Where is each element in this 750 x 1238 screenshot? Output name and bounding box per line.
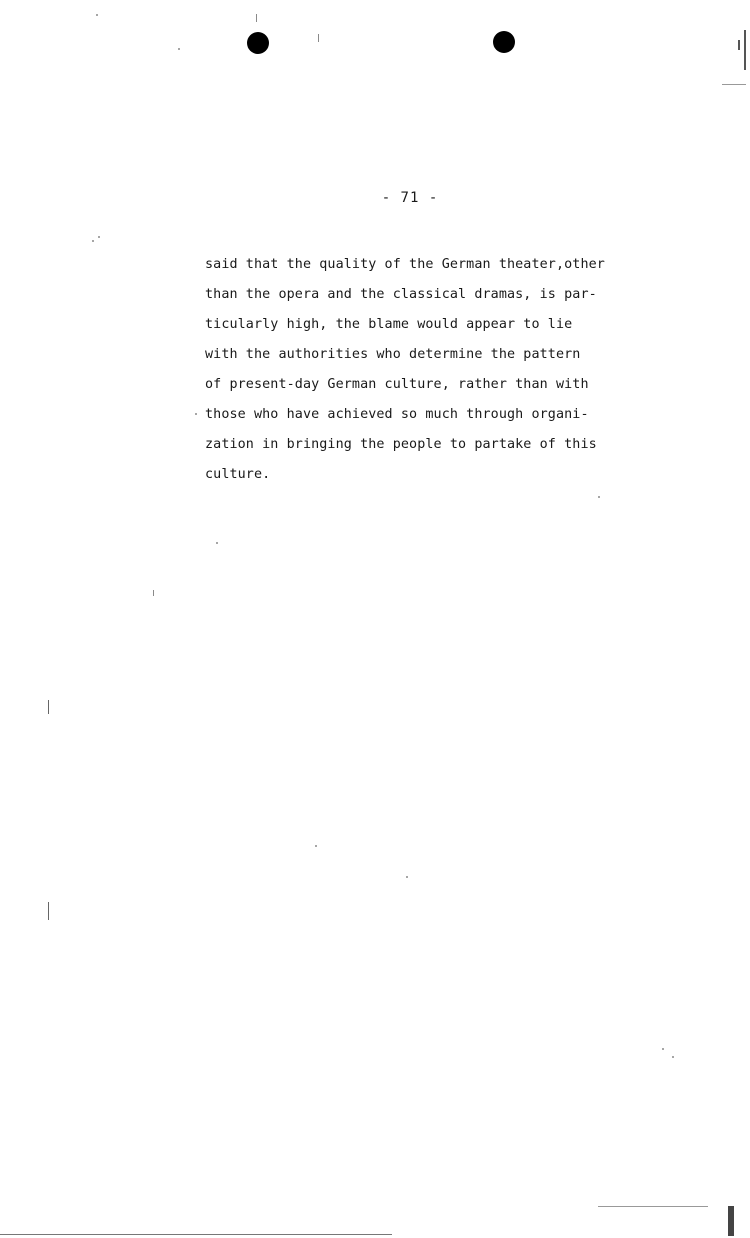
text-line: with the authorities who determine the pattern xyxy=(205,347,581,362)
bottom-edge-line xyxy=(0,1234,392,1235)
text-line: than the opera and the classical dramas, is par- xyxy=(205,287,597,302)
page-number: - 71 - xyxy=(381,190,439,206)
text-line: of present-day German culture, rather than with xyxy=(205,377,589,392)
scan-speck xyxy=(598,496,600,498)
bottom-edge-line xyxy=(598,1206,708,1207)
margin-mark xyxy=(48,700,49,714)
text-line: those who have achieved so much through organi- xyxy=(205,407,589,422)
page-edge-marks xyxy=(718,10,750,90)
scan-speck xyxy=(406,876,408,878)
scan-speck xyxy=(662,1048,664,1050)
margin-mark xyxy=(48,902,49,920)
scan-speck xyxy=(98,236,100,238)
scan-speck xyxy=(153,590,154,596)
punch-hole-right xyxy=(493,31,515,53)
scan-speck xyxy=(195,413,197,415)
body-paragraph xyxy=(205,250,665,490)
text-line: culture. xyxy=(205,467,271,482)
text-line: said that the quality of the German theater,other xyxy=(205,257,605,272)
scan-speck xyxy=(92,240,94,242)
scan-speck xyxy=(672,1056,674,1058)
text-line: ticularly high, the blame would appear to lie xyxy=(205,317,573,332)
scan-speck xyxy=(256,14,257,22)
scan-speck xyxy=(315,845,317,847)
text-line: zation in bringing the people to partake of this xyxy=(205,437,597,452)
corner-mark xyxy=(728,1206,734,1236)
punch-hole-left xyxy=(247,32,269,54)
scan-speck xyxy=(318,34,319,42)
scan-speck xyxy=(216,542,218,544)
scan-speck xyxy=(96,14,98,16)
scan-speck xyxy=(178,48,180,50)
